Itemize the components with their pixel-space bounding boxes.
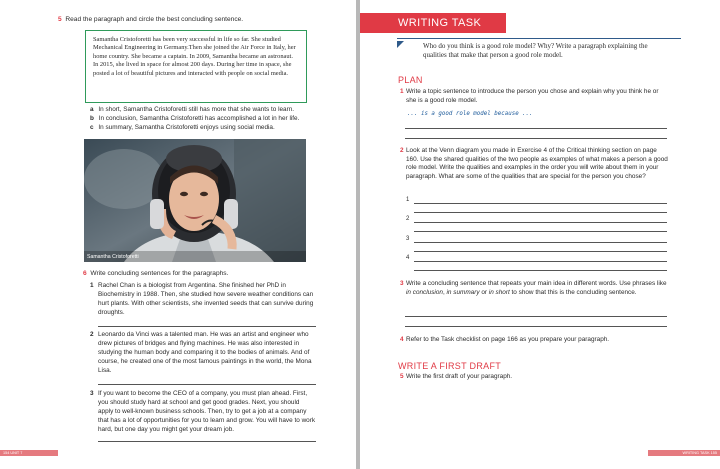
- corner-marker-icon: [397, 41, 404, 48]
- item-text: [406, 280, 670, 297]
- phrase-in-summary: in summary: [446, 288, 480, 296]
- answer-line[interactable]: [405, 138, 667, 139]
- item-text: Write the first draft of your paragraph.: [406, 373, 513, 380]
- answer-line[interactable]: [414, 231, 667, 232]
- writing-task-banner: [360, 13, 506, 33]
- right-page: [360, 0, 720, 469]
- passage-text: Samantha Cristoforetti has been very successful in life so far. She studied Mechanical Engineering in Germany.Then she joined the Air Force in Italy, her home country. She became a captain. In 2009, Samantha became an astronaut. In 2015, she lived in space for almost 200 days. During her time in space, she posted a lot of beautiful pictures and interacted with people on social media.: [93, 36, 296, 77]
- option-a[interactable]: [90, 106, 294, 115]
- draft-item-5: [400, 373, 670, 382]
- option-b[interactable]: [90, 115, 299, 124]
- item-text-after: to show that this is the concluding sentence.: [509, 288, 637, 296]
- astronaut-illustration: [84, 139, 306, 262]
- banner-title: WRITING TASK: [398, 17, 482, 29]
- answer-line[interactable]: [414, 242, 667, 243]
- item-number: 3: [400, 280, 404, 287]
- left-page: [0, 0, 356, 469]
- item-text-before: Write a concluding sentence that repeats your main idea in different words. Use phrases like: [406, 280, 667, 287]
- draft-heading: WRITE A FIRST DRAFT: [398, 361, 502, 371]
- line-number: 3: [406, 236, 410, 242]
- paragraph-text: Leonardo da Vinci was a talented man. He was an artist and engineer who drew pictures of bridges and flying machines. He was also interested in studying the human body and comparing it to the bodies of animals. And of course, he created one of the most famous paintings in the world, the Mona Lisa.: [98, 331, 312, 374]
- footer-page-label: WRITING TASK 155: [682, 451, 717, 455]
- answer-line[interactable]: [414, 270, 667, 271]
- item-text: Refer to the Task checklist on page 166 as you prepare your paragraph.: [406, 336, 610, 343]
- paragraph-text: Rachel Chan is a biologist from Argentina. She finished her PhD in Biochemistry in 1988. Then, she studied how severe weather conditions can hurt plants. With other scientists, she invented seeds that can survive during droughts.: [98, 282, 314, 316]
- paragraph-number: 2: [90, 331, 94, 338]
- answer-line[interactable]: [405, 316, 667, 317]
- exercise-5-instruction: [58, 16, 243, 25]
- exercise-5-text: Read the paragraph and circle the best concluding sentence.: [65, 16, 244, 23]
- answer-line[interactable]: [414, 203, 667, 204]
- answer-line[interactable]: [414, 261, 667, 262]
- exercise-6-number: 6: [83, 270, 87, 277]
- item-number: 2: [400, 147, 404, 154]
- item-number: 5: [400, 373, 404, 380]
- separator: ,: [442, 288, 447, 296]
- line-number: 4: [406, 255, 410, 261]
- footer-bar-left: [0, 450, 58, 456]
- answer-line[interactable]: [98, 326, 316, 327]
- paragraph-3: [90, 389, 316, 434]
- item-text: Look at the Venn diagram you made in Exercise 4 of the Critical thinking section on page 160. Use the shared qualities of the two people as examples of what makes a person a good role model. Write the qualities and examples in the order you will write about them in your paragraph. What are some of the qualities that are special for the person you chose?: [406, 147, 668, 181]
- phrase-in-conclusion: in conclusion: [406, 288, 443, 296]
- option-text: In conclusion, Samantha Cristoforetti has accomplished a lot in her life.: [98, 115, 300, 122]
- photo-caption: Samantha Cristoforetti: [87, 254, 139, 260]
- answer-line[interactable]: [98, 384, 316, 385]
- separator: or: [479, 288, 489, 296]
- exercise-6-text: Write concluding sentences for the paragraphs.: [90, 270, 229, 277]
- item-text: Write a topic sentence to introduce the person you chose and explain why you think he or she is a good role model.: [406, 88, 659, 104]
- footer-page-label: 154 UNIT 7: [3, 451, 23, 455]
- plan-item-2: [400, 147, 670, 182]
- option-text: In short, Samantha Cristoforetti still has more that she wants to learn.: [98, 106, 295, 113]
- item-number: 4: [400, 336, 404, 343]
- plan-heading: PLAN: [398, 75, 423, 85]
- task-prompt: Who do you think is a good role model? Why? Write a paragraph explaining the qualities that make that person a good role model.: [423, 42, 648, 59]
- task-divider: [397, 38, 681, 39]
- answer-line[interactable]: [414, 212, 667, 213]
- plan-item-3: [400, 280, 670, 297]
- item-number: 1: [400, 88, 404, 95]
- answer-line[interactable]: [405, 326, 667, 327]
- astronaut-photo: [84, 139, 306, 262]
- exercise-5-number: 5: [58, 16, 62, 23]
- paragraph-1: [90, 281, 316, 317]
- phrase-in-short: in short: [488, 288, 510, 296]
- footer-bar-right: [648, 450, 720, 456]
- answer-line[interactable]: [414, 251, 667, 252]
- option-c[interactable]: [90, 124, 275, 133]
- line-number: 1: [406, 197, 410, 203]
- option-letter: b: [90, 115, 94, 122]
- answer-line[interactable]: [405, 128, 667, 129]
- paragraph-number: 3: [90, 390, 94, 397]
- answer-line[interactable]: [98, 441, 316, 442]
- paragraph-number: 1: [90, 282, 94, 289]
- answer-line[interactable]: [414, 222, 667, 223]
- option-letter: a: [90, 106, 94, 113]
- paragraph-text: If you want to become the CEO of a company, you must plan ahead. First, you should study hard at school and get good grades. Next, you should apply to well-known business schools. Then, try to get a job at a company that has a lot of opportunities for you to learn and grow. You will have to work hard, but one day you might get your dream job.: [98, 390, 316, 433]
- passage-box: [85, 30, 307, 103]
- paragraph-2: [90, 330, 316, 375]
- plan-item-1: [400, 88, 670, 105]
- line-number: 2: [406, 216, 410, 222]
- option-letter: c: [90, 124, 94, 131]
- handwritten-example: ... is a good role model because ...: [407, 111, 533, 117]
- exercise-6-instruction: [83, 270, 228, 279]
- option-text: In summary, Samantha Cristoforetti enjoys using social media.: [98, 124, 275, 131]
- plan-item-4: [400, 336, 670, 345]
